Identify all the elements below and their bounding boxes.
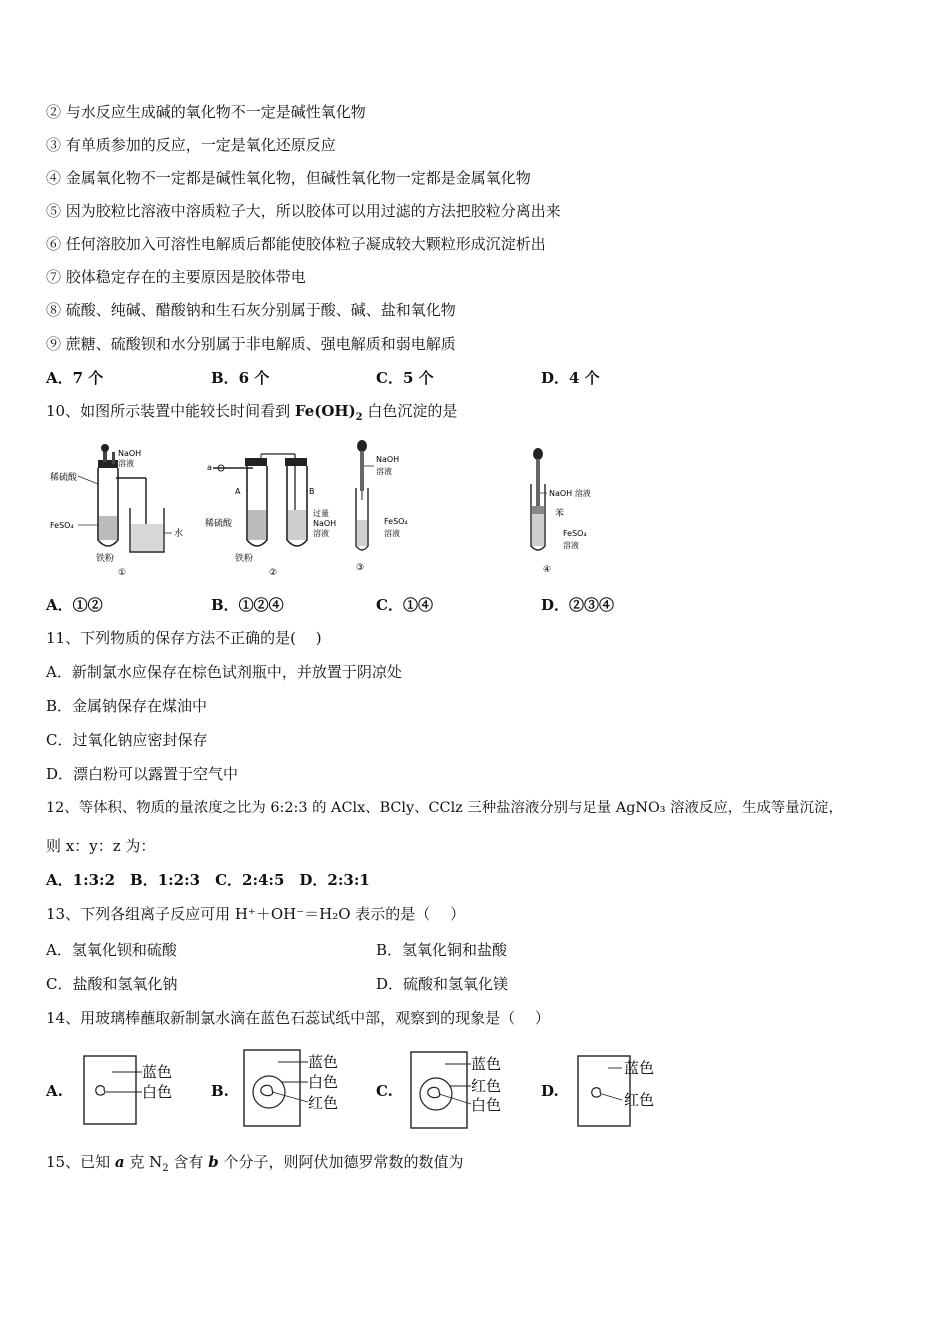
svg-text:红色: 红色 — [308, 1094, 339, 1112]
q9-item-3: ③ 有单质参加的反应，一定是氧化还原反应 — [46, 136, 336, 154]
q9-option-b[interactable]: B．6 个 — [211, 369, 270, 387]
q11-option-c[interactable]: C．过氧化钠应密封保存 — [46, 731, 208, 749]
q14-option-b-letter[interactable]: B. — [211, 1082, 229, 1100]
q14-option-a-diagram[interactable] — [78, 1050, 188, 1130]
q12-stem-line1: 12、等体积、物质的量浓度之比为 6:2:3 的 AClx、BCly、CClz 三种盐溶液分别与足量 AgNO₃ 溶液反应，生成等量沉淀， — [46, 800, 843, 816]
svg-text:白色: 白色 — [142, 1083, 173, 1101]
q11-option-b[interactable]: B．金属钠保存在煤油中 — [46, 697, 208, 715]
q10-stem: 10、如图所示装置中能较长时间看到 $Fe(OH)_2$ 白色沉淀的是 — [46, 402, 458, 423]
svg-text:红色: 红色 — [624, 1091, 655, 1109]
svg-text:FeSO₄: FeSO₄ — [384, 517, 408, 526]
svg-text:B: B — [309, 487, 315, 496]
svg-text:水: 水 — [174, 529, 184, 539]
q15-stem: 15、已知 a 克 $N_2$ 含有 b 个分子，则阿伏加德罗常数的数值为 — [46, 1153, 464, 1174]
svg-text:蓝色: 蓝色 — [471, 1055, 502, 1073]
svg-text:NaOH 溶液: NaOH 溶液 — [549, 489, 591, 498]
litmus-d-drawing — [572, 1050, 682, 1130]
svg-text:FeSO₄: FeSO₄ — [563, 529, 587, 538]
q9-item-7: ⑦ 胶体稳定存在的主要原因是胶体带电 — [46, 268, 306, 286]
q14-stem: 14、用玻璃棒蘸取新制氯水滴在蓝色石蕊试纸中部，观察到的现象是（ ） — [46, 1009, 550, 1027]
svg-text:③: ③ — [356, 563, 365, 573]
q14-option-c-letter[interactable]: C. — [376, 1082, 393, 1100]
svg-text:稀硫酸: 稀硫酸 — [205, 519, 233, 529]
svg-text:白色: 白色 — [308, 1073, 339, 1091]
svg-text:a: a — [207, 463, 212, 472]
svg-text:白色: 白色 — [471, 1096, 502, 1114]
litmus-a-drawing — [78, 1050, 188, 1130]
q14-option-c-diagram[interactable] — [405, 1048, 525, 1134]
svg-text:溶液: 溶液 — [313, 529, 329, 538]
svg-text:①: ① — [118, 568, 127, 578]
apparatus-1-drawing — [46, 440, 196, 580]
q9-item-5: ⑤ 因为胶粒比溶液中溶质粒子大，所以胶体可以用过滤的方法把胶粒分离出来 — [46, 202, 561, 220]
litmus-c-drawing — [405, 1048, 525, 1134]
q11-option-d[interactable]: D．漂白粉可以露置于空气中 — [46, 765, 239, 783]
svg-text:溶液: 溶液 — [118, 459, 134, 468]
svg-text:蓝色: 蓝色 — [624, 1059, 655, 1077]
svg-text:NaOH: NaOH — [118, 449, 142, 458]
q9-item-8: ⑧ 硫酸、纯碱、醋酸钠和生石灰分别属于酸、碱、盐和氧化物 — [46, 301, 456, 319]
q14-option-d-letter[interactable]: D. — [541, 1082, 559, 1100]
svg-text:过量: 过量 — [313, 509, 329, 518]
q14-option-d-diagram[interactable] — [572, 1050, 682, 1130]
svg-text:A: A — [235, 487, 241, 496]
q9-option-d[interactable]: D．4 个 — [541, 369, 600, 387]
q14-option-a-letter[interactable]: A. — [46, 1082, 63, 1100]
svg-text:②: ② — [269, 568, 278, 578]
q9-option-a[interactable]: A．7 个 — [46, 369, 104, 387]
q13-option-b[interactable]: B．氢氧化铜和盐酸 — [376, 941, 508, 959]
q10-option-b[interactable]: B．①②④ — [211, 596, 284, 614]
svg-text:溶液: 溶液 — [563, 541, 579, 550]
svg-text:④: ④ — [543, 565, 552, 575]
q12-stem-line2: 则 x：y：z 为： — [46, 837, 156, 855]
apparatus-2-drawing — [205, 440, 355, 580]
q10-option-d[interactable]: D．②③④ — [541, 596, 615, 614]
svg-text:蓝色: 蓝色 — [308, 1053, 339, 1071]
q10-option-a[interactable]: A．①② — [46, 596, 103, 614]
q11-stem: 11、下列物质的保存方法不正确的是( ) — [46, 629, 322, 647]
svg-text:NaOH: NaOH — [376, 455, 400, 464]
q9-item-9: ⑨ 蔗糖、硫酸钡和水分别属于非电解质、强电解质和弱电解质 — [46, 335, 456, 353]
q9-option-c[interactable]: C．5 个 — [376, 369, 434, 387]
q9-item-4: ④ 金属氧化物不一定都是碱性氧化物，但碱性氧化物一定都是金属氧化物 — [46, 169, 531, 187]
apparatus-4-drawing — [515, 448, 625, 580]
svg-text:溶液: 溶液 — [376, 467, 392, 476]
svg-text:苯: 苯 — [555, 509, 565, 519]
q14-option-b-diagram[interactable] — [238, 1046, 358, 1132]
svg-text:蓝色: 蓝色 — [142, 1063, 173, 1081]
q11-option-a[interactable]: A．新制氯水应保存在棕色试剂瓶中，并放置于阴凉处 — [46, 663, 402, 681]
q13-stem: 13、下列各组离子反应可用 H⁺＋OH⁻＝H₂O 表示的是（ ） — [46, 905, 466, 923]
svg-text:铁粉: 铁粉 — [235, 554, 254, 564]
label-dilute-acid: 稀硫酸 — [50, 473, 78, 483]
q13-option-c[interactable]: C．盐酸和氢氧化钠 — [46, 975, 178, 993]
apparatus-figure-3 — [350, 436, 450, 580]
apparatus-figure-2 — [205, 440, 355, 580]
svg-text:溶液: 溶液 — [384, 529, 400, 538]
litmus-b-drawing — [238, 1046, 358, 1132]
svg-text:红色: 红色 — [471, 1077, 502, 1095]
q12-options[interactable]: A．1:3:2 B．1:2:3 C．2:4:5 D．2:3:1 — [46, 871, 370, 889]
apparatus-3-drawing — [350, 436, 450, 580]
q9-item-6: ⑥ 任何溶胶加入可溶性电解质后都能使胶体粒子凝成较大颗粒形成沉淀析出 — [46, 235, 546, 253]
apparatus-figure-1 — [46, 440, 196, 580]
q10-option-c[interactable]: C．①④ — [376, 596, 433, 614]
apparatus-figure-4 — [515, 448, 625, 580]
q13-option-d[interactable]: D．硫酸和氢氧化镁 — [376, 975, 509, 993]
svg-text:NaOH: NaOH — [313, 519, 337, 528]
q9-item-2: ② 与水反应生成碱的氧化物不一定是碱性氧化物 — [46, 103, 366, 121]
q13-option-a[interactable]: A．氢氧化钡和硫酸 — [46, 941, 177, 959]
svg-text:铁粉: 铁粉 — [96, 554, 115, 564]
svg-text:FeSO₄: FeSO₄ — [50, 521, 74, 530]
